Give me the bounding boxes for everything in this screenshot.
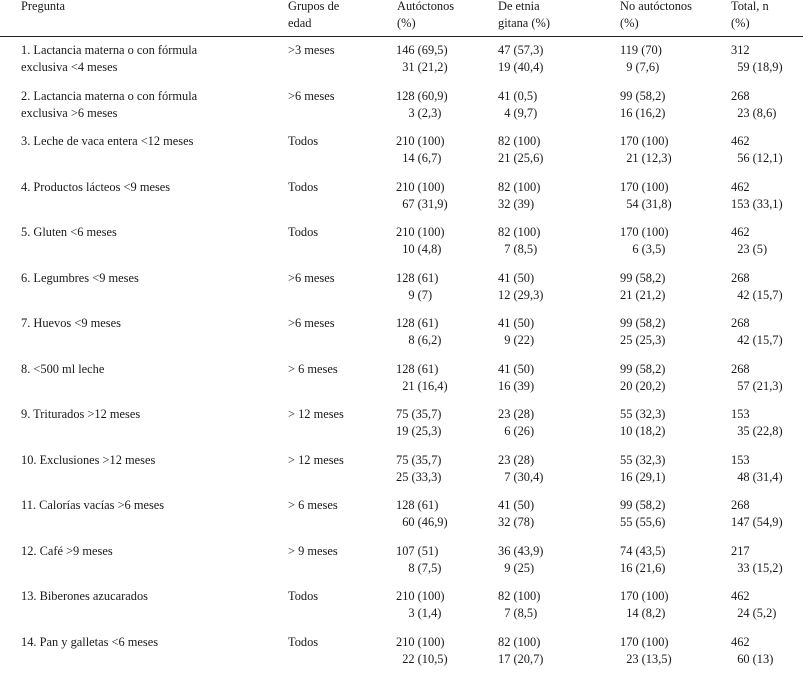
total-cell-line2: 59 (18,9) bbox=[731, 60, 783, 74]
autoctonos-cell bbox=[396, 179, 448, 213]
total-cell bbox=[731, 497, 783, 531]
gitana-cell-line1: 82 (100) bbox=[498, 134, 541, 148]
autoctonos-cell-line2: 25 (33,3) bbox=[396, 469, 442, 484]
autoctonos-cell-line2: 3 (2,3) bbox=[396, 105, 442, 120]
total-cell bbox=[731, 315, 783, 349]
no-autoctonos-cell-line1: 55 (32,3) bbox=[620, 452, 666, 467]
table-row bbox=[0, 315, 803, 349]
question-cell-line1: 9. Triturados >12 meses bbox=[21, 407, 141, 421]
total-cell-line1: 153 bbox=[731, 407, 750, 421]
question-cell-line1: 8. <500 ml leche bbox=[21, 361, 105, 376]
gitana-cell-line1: 41 (50) bbox=[498, 498, 535, 512]
no-autoctonos-cell bbox=[620, 588, 669, 622]
autoctonos-cell-line1: 128 (60,9) bbox=[396, 88, 448, 103]
autoctonos-cell bbox=[396, 543, 441, 577]
header-grupos-edad bbox=[288, 0, 339, 32]
gitana-cell bbox=[498, 543, 543, 577]
gitana-cell-line1: 47 (57,3) bbox=[498, 43, 544, 57]
autoctonos-cell bbox=[396, 224, 445, 258]
table-row bbox=[0, 224, 803, 258]
total-cell bbox=[731, 634, 773, 668]
gitana-cell bbox=[498, 88, 537, 122]
gitana-cell bbox=[498, 224, 540, 258]
age-group-cell-line1: >6 meses bbox=[288, 316, 335, 330]
no-autoctonos-cell-line1: 99 (58,2) bbox=[620, 270, 666, 285]
autoctonos-cell bbox=[396, 133, 445, 167]
autoctonos-cell-line1: 128 (61) bbox=[396, 361, 439, 376]
question-cell-line1: 3. Leche de vaca entera <12 meses bbox=[21, 134, 194, 148]
question-cell-line1: 12. Café >9 meses bbox=[21, 543, 113, 558]
age-group-cell-line1: > 12 meses bbox=[288, 407, 344, 421]
question-cell bbox=[21, 543, 283, 560]
no-autoctonos-cell bbox=[620, 361, 665, 395]
no-autoctonos-cell-line2: 21 (21,2) bbox=[620, 287, 666, 302]
total-cell-line2: 23 (5) bbox=[731, 242, 768, 256]
no-autoctonos-cell-line2: 20 (20,2) bbox=[620, 378, 666, 393]
age-group-cell bbox=[288, 179, 388, 196]
total-cell-line1: 268 bbox=[731, 270, 750, 285]
total-cell-line1: 153 bbox=[731, 452, 750, 467]
autoctonos-cell-line2: 9 (7) bbox=[396, 287, 433, 302]
no-autoctonos-cell bbox=[620, 497, 665, 531]
table-row bbox=[0, 634, 803, 668]
age-group-cell-line1: > 6 meses bbox=[288, 498, 338, 512]
table-row bbox=[0, 133, 803, 167]
age-group-cell bbox=[288, 88, 388, 105]
age-group-cell bbox=[288, 543, 388, 560]
question-cell-line2: exclusiva <4 meses bbox=[21, 60, 118, 74]
table-row bbox=[0, 88, 803, 122]
table-row bbox=[0, 497, 803, 531]
age-group-cell bbox=[288, 361, 388, 378]
header-pregunta-label: Pregunta bbox=[21, 0, 66, 13]
no-autoctonos-cell bbox=[620, 224, 669, 258]
question-cell bbox=[21, 406, 283, 423]
no-autoctonos-cell bbox=[620, 634, 672, 668]
table-row bbox=[0, 543, 803, 577]
autoctonos-cell-line1: 75 (35,7) bbox=[396, 407, 442, 421]
autoctonos-cell bbox=[396, 270, 438, 304]
gitana-cell-line1: 82 (100) bbox=[498, 634, 541, 649]
header-divider bbox=[0, 36, 803, 37]
no-autoctonos-cell bbox=[620, 543, 665, 577]
autoctonos-cell-line1: 128 (61) bbox=[396, 498, 439, 512]
total-cell bbox=[731, 588, 776, 622]
total-cell-line1: 462 bbox=[731, 225, 750, 239]
total-cell-line2: 60 (13) bbox=[731, 651, 774, 666]
question-cell bbox=[21, 133, 283, 150]
autoctonos-cell-line2: 14 (6,7) bbox=[396, 151, 442, 165]
gitana-cell-line1: 82 (100) bbox=[498, 179, 541, 194]
header-noaut-line2: (%) bbox=[620, 16, 639, 30]
total-cell bbox=[731, 133, 783, 167]
question-cell-line1: 5. Gluten <6 meses bbox=[21, 225, 117, 239]
autoctonos-cell-line1: 210 (100) bbox=[396, 225, 445, 239]
no-autoctonos-cell bbox=[620, 42, 662, 76]
total-cell-line2: 48 (31,4) bbox=[731, 469, 783, 484]
gitana-cell-line2: 7 (8,5) bbox=[498, 606, 538, 620]
total-cell-line2: 153 (33,1) bbox=[731, 196, 783, 211]
no-autoctonos-cell-line1: 170 (100) bbox=[620, 225, 669, 239]
no-autoctonos-cell-line2: 9 (7,6) bbox=[620, 60, 660, 74]
gitana-cell bbox=[498, 42, 543, 76]
no-autoctonos-cell-line2: 10 (18,2) bbox=[620, 424, 666, 438]
total-cell-line2: 147 (54,9) bbox=[731, 515, 783, 529]
no-autoctonos-cell-line2: 14 (8,2) bbox=[620, 606, 666, 620]
no-autoctonos-cell-line2: 55 (55,6) bbox=[620, 515, 666, 529]
total-cell-line1: 312 bbox=[731, 43, 750, 57]
autoctonos-cell-line1: 107 (51) bbox=[396, 543, 439, 558]
total-cell bbox=[731, 270, 783, 304]
gitana-cell-line2: 16 (39) bbox=[498, 378, 535, 393]
header-no-autoctonos bbox=[620, 0, 692, 32]
no-autoctonos-cell bbox=[620, 133, 672, 167]
gitana-cell bbox=[498, 270, 543, 304]
total-cell-line1: 268 bbox=[731, 498, 750, 512]
question-cell-line1: 11. Calorías vacías >6 meses bbox=[21, 498, 165, 512]
total-cell-line1: 462 bbox=[731, 589, 750, 603]
gitana-cell bbox=[498, 452, 543, 486]
autoctonos-cell-line2: 19 (25,3) bbox=[396, 424, 442, 438]
table-row bbox=[0, 452, 803, 486]
question-cell bbox=[21, 42, 283, 76]
header-git-line1: De etnia bbox=[498, 0, 540, 13]
gitana-cell-line2: 9 (22) bbox=[498, 333, 535, 347]
age-group-cell-line1: Todos bbox=[288, 179, 319, 194]
gitana-cell-line2: 9 (25) bbox=[498, 560, 535, 575]
autoctonos-cell-line2: 8 (7,5) bbox=[396, 560, 442, 575]
autoctonos-cell-line1: 210 (100) bbox=[396, 634, 445, 649]
gitana-cell-line1: 82 (100) bbox=[498, 225, 541, 239]
gitana-cell-line1: 82 (100) bbox=[498, 589, 541, 603]
gitana-cell-line1: 41 (50) bbox=[498, 316, 535, 330]
gitana-cell-line2: 21 (25,6) bbox=[498, 151, 544, 165]
autoctonos-cell-line2: 67 (31,9) bbox=[396, 196, 448, 211]
age-group-cell-line1: >6 meses bbox=[288, 270, 335, 285]
no-autoctonos-cell-line2: 6 (3,5) bbox=[620, 242, 666, 256]
no-autoctonos-cell-line1: 55 (32,3) bbox=[620, 407, 666, 421]
gitana-cell-line2: 12 (29,3) bbox=[498, 287, 544, 302]
total-cell-line1: 462 bbox=[731, 179, 750, 194]
autoctonos-cell-line1: 210 (100) bbox=[396, 589, 445, 603]
question-cell-line2: exclusiva >6 meses bbox=[21, 105, 118, 120]
question-cell-line1: 7. Huevos <9 meses bbox=[21, 316, 121, 330]
question-cell bbox=[21, 224, 283, 241]
question-cell bbox=[21, 452, 283, 469]
no-autoctonos-cell bbox=[620, 406, 665, 440]
no-autoctonos-cell-line1: 99 (58,2) bbox=[620, 498, 666, 512]
header-grupos-line2: edad bbox=[288, 16, 312, 30]
age-group-cell bbox=[288, 588, 388, 605]
autoctonos-cell-line2: 22 (10,5) bbox=[396, 651, 448, 666]
total-cell-line1: 268 bbox=[731, 88, 750, 103]
total-cell-line1: 268 bbox=[731, 316, 750, 330]
question-cell bbox=[21, 361, 283, 378]
gitana-cell bbox=[498, 179, 540, 213]
age-group-cell bbox=[288, 634, 388, 651]
table-header bbox=[0, 0, 803, 35]
no-autoctonos-cell-line1: 170 (100) bbox=[620, 134, 669, 148]
age-group-cell-line1: >3 meses bbox=[288, 43, 335, 57]
autoctonos-cell bbox=[396, 452, 441, 486]
header-aut-line2: (%) bbox=[397, 16, 416, 30]
autoctonos-cell bbox=[396, 588, 445, 622]
table-row bbox=[0, 270, 803, 304]
autoctonos-cell-line2: 8 (6,2) bbox=[396, 333, 442, 347]
total-cell bbox=[731, 42, 783, 76]
age-group-cell bbox=[288, 224, 388, 241]
no-autoctonos-cell bbox=[620, 315, 665, 349]
total-cell-line2: 35 (22,8) bbox=[731, 424, 783, 438]
no-autoctonos-cell-line2: 25 (25,3) bbox=[620, 333, 666, 347]
header-total-line2: (%) bbox=[731, 16, 750, 30]
no-autoctonos-cell-line1: 170 (100) bbox=[620, 179, 669, 194]
no-autoctonos-cell-line2: 54 (31,8) bbox=[620, 196, 672, 211]
header-etnia-gitana bbox=[498, 0, 550, 32]
header-aut-line1: Autóctonos bbox=[397, 0, 455, 13]
autoctonos-cell bbox=[396, 406, 441, 440]
autoctonos-cell-line1: 210 (100) bbox=[396, 179, 445, 194]
gitana-cell bbox=[498, 497, 534, 531]
question-cell-line1: 13. Biberones azucarados bbox=[21, 589, 148, 603]
gitana-cell bbox=[498, 315, 534, 349]
no-autoctonos-cell-line1: 99 (58,2) bbox=[620, 361, 666, 376]
total-cell-line1: 462 bbox=[731, 634, 750, 649]
autoctonos-cell-line1: 128 (61) bbox=[396, 316, 439, 330]
table-row bbox=[0, 361, 803, 395]
autoctonos-cell-line2: 21 (16,4) bbox=[396, 378, 448, 393]
gitana-cell-line1: 41 (50) bbox=[498, 270, 535, 285]
no-autoctonos-cell bbox=[620, 270, 665, 304]
question-cell-line1: 1. Lactancia materna o con fórmula bbox=[21, 43, 198, 57]
header-total-line1: Total, n bbox=[731, 0, 769, 13]
question-cell bbox=[21, 270, 283, 287]
total-cell-line2: 23 (8,6) bbox=[731, 105, 777, 120]
gitana-cell-line2: 7 (8,5) bbox=[498, 242, 538, 256]
age-group-cell-line1: >6 meses bbox=[288, 88, 335, 103]
age-group-cell bbox=[288, 270, 388, 287]
total-cell-line2: 33 (15,2) bbox=[731, 560, 783, 575]
age-group-cell bbox=[288, 406, 388, 423]
total-cell-line2: 24 (5,2) bbox=[731, 606, 777, 620]
gitana-cell bbox=[498, 361, 534, 395]
total-cell bbox=[731, 406, 783, 440]
table-row bbox=[0, 406, 803, 440]
gitana-cell-line2: 32 (39) bbox=[498, 196, 535, 211]
autoctonos-cell bbox=[396, 315, 441, 349]
autoctonos-cell bbox=[396, 361, 448, 395]
gitana-cell-line1: 41 (0,5) bbox=[498, 88, 538, 103]
age-group-cell-line1: > 12 meses bbox=[288, 452, 344, 467]
age-group-cell-line1: Todos bbox=[288, 134, 319, 148]
total-cell-line2: 42 (15,7) bbox=[731, 333, 783, 347]
header-git-line2: gitana (%) bbox=[498, 16, 550, 30]
total-cell bbox=[731, 88, 776, 122]
no-autoctonos-cell-line2: 23 (13,5) bbox=[620, 651, 672, 666]
gitana-cell bbox=[498, 588, 540, 622]
total-cell-line1: 217 bbox=[731, 543, 750, 558]
autoctonos-cell bbox=[396, 88, 448, 122]
question-cell bbox=[21, 179, 283, 196]
no-autoctonos-cell bbox=[620, 88, 665, 122]
question-cell bbox=[21, 497, 283, 514]
no-autoctonos-cell-line2: 21 (12,3) bbox=[620, 151, 672, 165]
header-grupos-line1: Grupos de bbox=[288, 0, 340, 13]
age-group-cell-line1: Todos bbox=[288, 634, 319, 649]
gitana-cell-line2: 32 (78) bbox=[498, 515, 535, 529]
question-cell bbox=[21, 315, 283, 332]
gitana-cell-line2: 19 (40,4) bbox=[498, 60, 544, 74]
age-group-cell-line1: > 9 meses bbox=[288, 543, 338, 558]
gitana-cell-line1: 23 (28) bbox=[498, 452, 535, 467]
total-cell-line2: 56 (12,1) bbox=[731, 151, 783, 165]
question-cell-line1: 2. Lactancia materna o con fórmula bbox=[21, 88, 198, 103]
table-row bbox=[0, 42, 803, 76]
no-autoctonos-cell-line1: 119 (70) bbox=[620, 43, 662, 57]
autoctonos-cell-line2: 10 (4,8) bbox=[396, 242, 442, 256]
question-cell bbox=[21, 588, 283, 605]
autoctonos-cell-line2: 31 (21,2) bbox=[396, 60, 448, 74]
autoctonos-cell-line2: 3 (1,4) bbox=[396, 606, 442, 620]
autoctonos-cell bbox=[396, 42, 448, 76]
table-row bbox=[0, 179, 803, 213]
age-group-cell-line1: Todos bbox=[288, 589, 319, 603]
gitana-cell-line1: 23 (28) bbox=[498, 407, 535, 421]
no-autoctonos-cell bbox=[620, 452, 665, 486]
gitana-cell-line2: 4 (9,7) bbox=[498, 105, 538, 120]
total-cell-line2: 42 (15,7) bbox=[731, 287, 783, 302]
age-group-cell-line1: Todos bbox=[288, 225, 319, 239]
total-cell-line1: 462 bbox=[731, 134, 750, 148]
total-cell bbox=[731, 224, 767, 258]
header-noaut-line1: No autóctonos bbox=[620, 0, 692, 13]
header-autoctonos bbox=[397, 0, 454, 32]
no-autoctonos-cell bbox=[620, 179, 672, 213]
autoctonos-cell-line1: 128 (61) bbox=[396, 270, 439, 285]
autoctonos-cell-line2: 60 (46,9) bbox=[396, 515, 448, 529]
question-cell-line1: 6. Legumbres <9 meses bbox=[21, 270, 139, 285]
total-cell bbox=[731, 452, 783, 486]
header-pregunta bbox=[21, 0, 65, 15]
question-cell-line1: 4. Productos lácteos <9 meses bbox=[21, 179, 171, 194]
gitana-cell-line1: 41 (50) bbox=[498, 361, 535, 376]
total-cell bbox=[731, 543, 783, 577]
gitana-cell-line2: 7 (30,4) bbox=[498, 469, 544, 484]
autoctonos-cell-line1: 210 (100) bbox=[396, 134, 445, 148]
question-cell-line1: 10. Exclusiones >12 meses bbox=[21, 452, 156, 467]
gitana-cell-line2: 17 (20,7) bbox=[498, 651, 544, 666]
gitana-cell bbox=[498, 634, 543, 668]
age-group-cell bbox=[288, 497, 388, 514]
age-group-cell bbox=[288, 42, 388, 59]
gitana-cell-line1: 36 (43,9) bbox=[498, 543, 544, 558]
no-autoctonos-cell-line2: 16 (16,2) bbox=[620, 105, 666, 120]
question-cell-line1: 14. Pan y galletas <6 meses bbox=[21, 634, 159, 649]
gitana-cell-line2: 6 (26) bbox=[498, 424, 535, 438]
total-cell-line1: 268 bbox=[731, 361, 750, 376]
age-group-cell bbox=[288, 452, 388, 469]
autoctonos-cell bbox=[396, 497, 448, 531]
no-autoctonos-cell-line2: 16 (29,1) bbox=[620, 469, 666, 484]
age-group-cell bbox=[288, 133, 388, 150]
autoctonos-cell-line1: 146 (69,5) bbox=[396, 43, 448, 57]
total-cell bbox=[731, 361, 783, 395]
autoctonos-cell bbox=[396, 634, 448, 668]
no-autoctonos-cell-line1: 99 (58,2) bbox=[620, 316, 666, 330]
total-cell bbox=[731, 179, 783, 213]
no-autoctonos-cell-line1: 99 (58,2) bbox=[620, 88, 666, 103]
age-group-cell-line1: > 6 meses bbox=[288, 361, 338, 376]
total-cell-line2: 57 (21,3) bbox=[731, 378, 783, 393]
table-row bbox=[0, 588, 803, 622]
no-autoctonos-cell-line1: 170 (100) bbox=[620, 634, 669, 649]
no-autoctonos-cell-line1: 74 (43,5) bbox=[620, 543, 666, 558]
no-autoctonos-cell-line1: 170 (100) bbox=[620, 589, 669, 603]
question-cell bbox=[21, 88, 283, 122]
question-cell bbox=[21, 634, 283, 651]
autoctonos-cell-line1: 75 (35,7) bbox=[396, 452, 442, 467]
age-group-cell bbox=[288, 315, 388, 332]
gitana-cell bbox=[498, 406, 534, 440]
header-total bbox=[731, 0, 769, 32]
gitana-cell bbox=[498, 133, 543, 167]
no-autoctonos-cell-line2: 16 (21,6) bbox=[620, 560, 666, 575]
